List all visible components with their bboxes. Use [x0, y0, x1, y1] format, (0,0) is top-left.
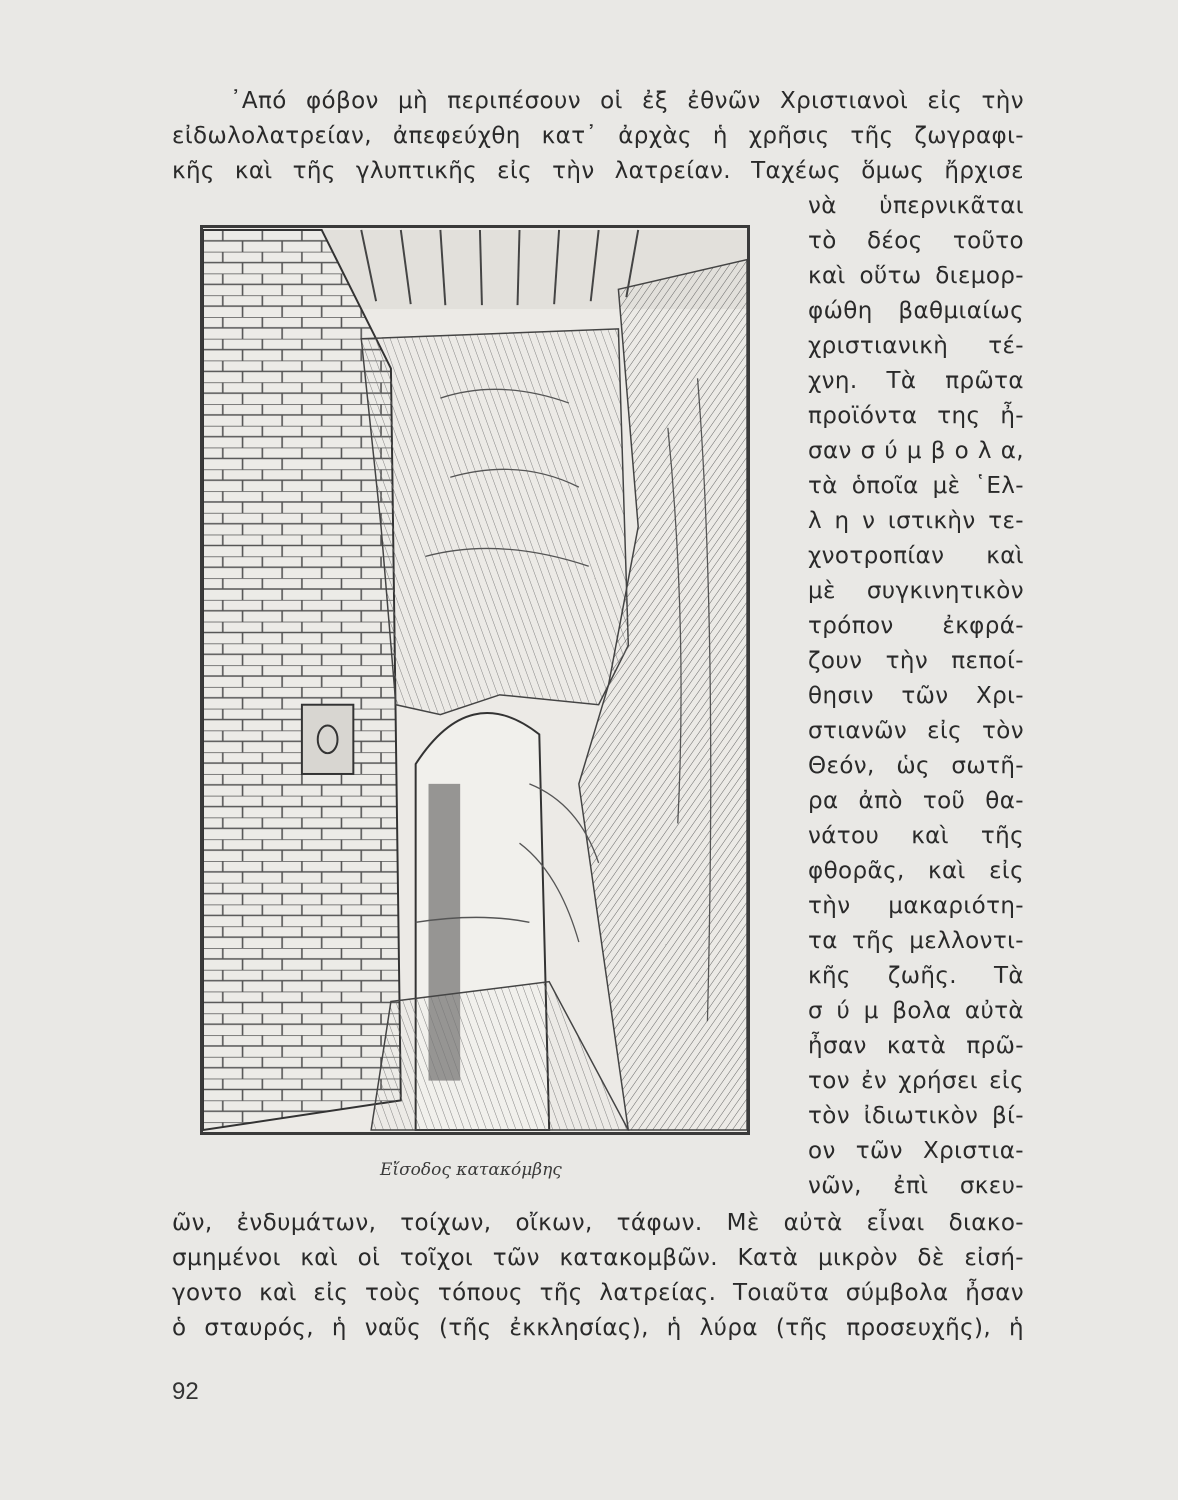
catacomb-drawing — [203, 228, 747, 1132]
text-line: ζουν τὴν πεποί- — [808, 648, 1024, 674]
text-line: φθορᾶς, καὶ εἰς — [808, 858, 1024, 884]
text-line: ὁ σταυρός, ἡ ναῦς (τῆς ἐκκλησίας), ἡ λύρα (τῆς προσευχῆς), ἡ — [172, 1315, 1024, 1341]
text-line: τὸν ἰδιωτικὸν βί- — [808, 1103, 1024, 1129]
text-line: καὶ οὕτω διεμορ- — [808, 263, 1024, 289]
text-line: ᾿Από φόβον μὴ περιπέσουν οἱ ἐξ ἐθνῶν Χριστιανοὶ εἰς τὴν — [230, 88, 1024, 114]
text-line: γοντο καὶ εἰς τοὺς τόπους τῆς λατρείας. Τοιαῦτα σύμβολα ἦσαν — [172, 1280, 1024, 1306]
catacomb-illustration — [200, 225, 750, 1135]
text-line: Θεόν, ὡς σωτῆ- — [808, 753, 1024, 779]
text-line: τρόπον ἐκφρά- — [808, 613, 1024, 639]
text-line: τὴν μακαριότη- — [808, 893, 1024, 919]
text-line: τον ἐν χρήσει εἰς — [808, 1068, 1024, 1094]
text-line: ῶν, ἐνδυμάτων, τοίχων, οἴκων, τάφων. Μὲ αὐτὰ εἶναι διακο- — [172, 1210, 1024, 1236]
text-line: χριστιανικὴ τέ- — [808, 333, 1024, 359]
text-line: θησιν τῶν Χρι- — [808, 683, 1024, 709]
text-line: προϊόντα της ἦ- — [808, 403, 1024, 429]
text-line: νὰ ὑπερνικᾶται — [808, 193, 1024, 219]
text-line: σαν σ ύ μ β ο λ α, — [808, 438, 1024, 464]
text-line: τὰ ὁποῖα μὲ ῾Ελ- — [808, 473, 1024, 499]
text-line: κῆς ζωῆς. Τὰ — [808, 963, 1024, 989]
text-line: εἰδωλολατρείαν, ἀπεφεύχθη κατ᾿ ἀρχὰς ἡ χρῆσις τῆς ζωγραφι- — [172, 123, 1024, 149]
text-line: ρα ἀπὸ τοῦ θα- — [808, 788, 1024, 814]
text-line: μὲ συγκινητικὸν — [808, 578, 1024, 604]
text-line: ον τῶν Χριστια- — [808, 1138, 1024, 1164]
text-line: στιανῶν εἰς τὸν — [808, 718, 1024, 744]
text-line: κῆς καὶ τῆς γλυπτικῆς εἰς τὴν λατρείαν. Ταχέως ὅμως ἤρχισε — [172, 158, 1024, 184]
text-line: σμημένοι καὶ οἱ τοῖχοι τῶν κατακομβῶν. Κατὰ μικρὸν δὲ εἰσή- — [172, 1245, 1024, 1271]
text-line: τα τῆς μελλοντι- — [808, 928, 1024, 954]
text-line: νάτου καὶ τῆς — [808, 823, 1024, 849]
text-line: χνοτροπίαν καὶ — [808, 543, 1024, 569]
text-line: τὸ δέος τοῦτο — [808, 228, 1024, 254]
text-line: σ ύ μ βολα αὐτὰ — [808, 998, 1024, 1024]
figure-caption: Εἴσοδος κατακόμβης — [380, 1160, 562, 1180]
text-line: χνη. Τὰ πρῶτα — [808, 368, 1024, 394]
text-line: φώθη βαθμιαίως — [808, 298, 1024, 324]
text-line: νῶν, ἐπὶ σκευ- — [808, 1173, 1024, 1199]
text-line: λ η ν ιστικὴν τε- — [808, 508, 1024, 534]
text-line: ἦσαν κατὰ πρῶ- — [808, 1033, 1024, 1059]
page-number: 92 — [172, 1378, 199, 1405]
